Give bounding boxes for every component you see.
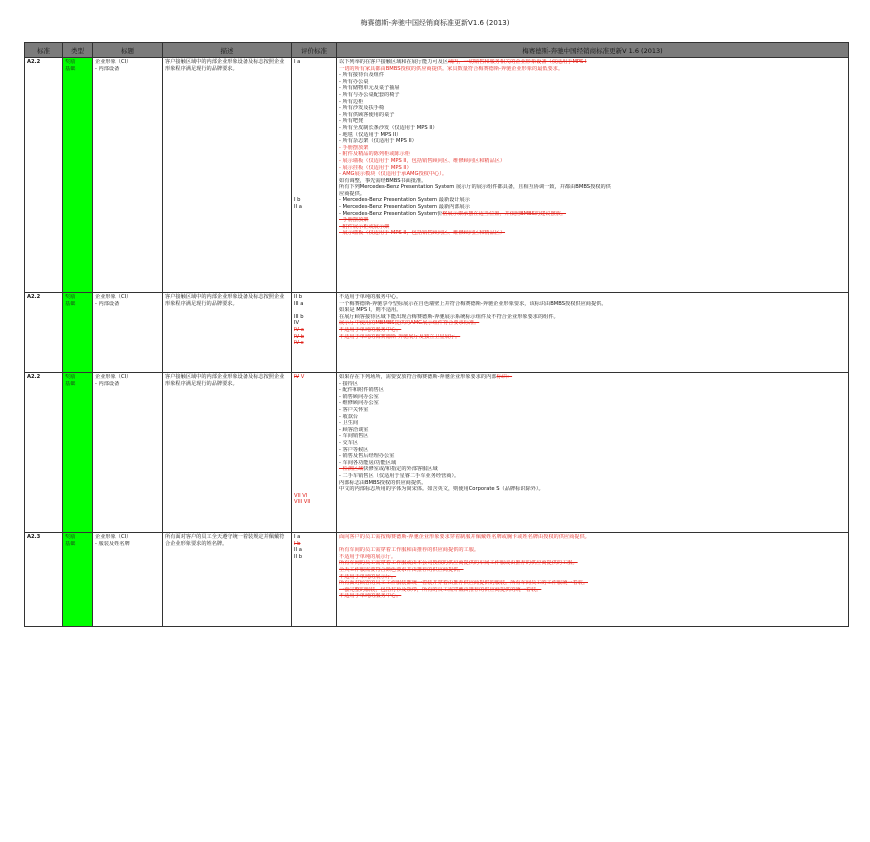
evaluation-item [294,178,334,185]
detail-line: - 销售及售后经理办公室 [339,453,395,460]
evaluation-criteria [292,373,337,533]
standards-table [24,42,849,627]
detail-line: 展示厅中使用的MBMBS提供的AMG展示组件符合要求标准。 [339,320,480,327]
evaluation-item [294,191,334,198]
evaluation-item [294,374,334,381]
evaluation-item [294,72,334,79]
detail-line: 一切的所有家具都由BMBS授权的供应商提供。家具数量符合梅赛德斯-奔驰企业形象的最低要求。 [339,65,564,72]
detail-line: 应商提供。 [339,190,365,197]
standard-number: A2.2 [25,373,63,533]
evaluation-item [294,473,334,480]
evaluation-item: II b [294,294,303,300]
detail-line: - 所有吧凳 [339,118,364,125]
standard-number: A2.2 [25,293,63,373]
type-line: 奖励 [65,374,76,380]
type-badge [63,373,93,533]
detail-line: - 展示墙板（仅适用于 MPS II，包括销售顾问区、维修顾问区和精品区） [339,157,506,164]
detail-line: - 所有杂志架（仅适用于 MPS II） [339,138,417,145]
standard-title [93,533,163,627]
detail-line [339,541,846,548]
detail-text-part: - Mercedes-Benz Presentation System价 [339,210,443,217]
evaluation-item [294,427,334,434]
evaluation-item [294,486,334,493]
evaluation-item: IV c [294,340,304,347]
detail-line: - 手册摆放架 [339,217,369,224]
type-badge [63,293,93,373]
standard-title [93,58,163,293]
evaluation-item [294,387,334,394]
detail-line: - 车间销售区 [339,433,369,440]
standard-number: A2.3 [25,533,63,627]
evaluation-item [294,440,334,447]
detail-line: 不适用于单纯的服务中心。 [339,294,402,300]
standard-title [93,293,163,373]
detail-line: - 所有边柜 [339,98,364,105]
evaluation-item [294,407,334,414]
standard-description: 客户接触区域中的内部企业形象设备及标志按照企业形象程序满足现行的品牌要求。 [163,58,292,293]
evaluation-item: IV a [294,326,304,333]
detail-line: - 交车区 [339,439,359,446]
title-line: 企业形象（CI） [95,294,132,300]
detail-line: 不适用于单纯的展示厅。 [339,573,397,580]
title-line: 企业形象（CI） [95,59,132,65]
detail-line: - 销售顾问办公室 [339,393,379,400]
evaluation-item [294,466,334,473]
evaluation-item [294,118,334,125]
detail-line: 全天工作服需要符合颜色要求并由推荐的供应商提供。 [339,566,464,573]
evaluation-item: VIII VII [294,499,311,506]
evaluation-item [294,145,334,152]
evaluation-item [294,92,334,99]
evaluation-item [294,138,334,145]
detail-line: - 所有与办公桌配套的椅子 [339,91,400,98]
detail-line [339,374,846,381]
detail-line: - 展示墙板（仅适用于 MPS II，包括销售顾问区、维修顾问区和精品区） [339,230,506,237]
detail-line: - 收款台 [339,413,359,420]
detail-line: - 所有全皮制长条沙发（仅适用于 MPS II） [339,124,438,131]
detail-line: 如果是 MPS I，则不适用。 [339,307,402,314]
detail-text-part: 快修室或/和指定的外部客服区域 [363,466,438,473]
detail-line: - 客户等候区 [339,446,369,453]
evaluation-item: I a [294,59,301,65]
title-line: 企业形象（CI） [95,374,132,380]
evaluation-criteria [292,293,337,373]
detail-line: - 地毯（仅适用于 MPS II） [339,131,402,138]
table-row [25,58,849,293]
evaluation-item [294,105,334,112]
evaluation-item [294,184,334,191]
detail-line [339,466,846,473]
standard-detail [337,373,849,533]
col-header-update: 梅赛德斯-奔驰中国经销商标准更新V 1.6 (2013) [337,43,849,58]
evaluation-item [294,447,334,454]
detail-line: - AMG展示模块（仅适用于承AMG授权中心）。 [339,171,448,178]
type-line: 基础 [65,300,76,307]
col-header-standard: 标准 [25,43,63,58]
detail-text-part-struck: 格展示架承摆在适当位置，并依照BMBS的建议摆放。 [442,210,567,217]
evaluation-item-struck: IV [294,374,300,380]
detail-line: - 展示挂板（仅适用于 MPS II） [339,164,412,171]
detail-line: 所有面对顾客的员工工作服装都统一着装并穿着由推荐供应商提供的服装。所有车间员工的工作服统一着装。 [339,580,589,587]
evaluation-item [294,171,334,178]
detail-line [339,211,846,218]
type-line: 奖励 [65,59,76,65]
detail-line: 不适用于单纯的梅赛德斯-奔驰展厅及独立卫星展厅。 [339,333,461,340]
evaluation-item [294,394,334,401]
detail-line: - 维修顾问办公室 [339,400,379,407]
evaluation-item: II a [294,547,302,554]
detail-line: - Mercedes-Benz Presentation System 最新内部展示 [339,204,470,211]
detail-text-part-struck: - 检测区域 [339,466,364,473]
evaluation-item: III b [294,313,304,320]
evaluation-item [294,79,334,86]
standard-number: A2.2 [25,58,63,293]
evaluation-item [294,165,334,172]
detail-line: - 所有接待台及组件 [339,72,385,79]
col-header-title: 标题 [93,43,163,58]
table-row [25,533,849,627]
evaluation-item [294,420,334,427]
detail-line: - 客户关怀室 [339,406,369,413]
detail-line: 一个梅赛德斯-奔驰享今型标展示在自色墙壁上并符合梅赛德斯-奔驰企业形象要求，该标识由BMBS授权供应商提供。 [339,300,607,307]
evaluation-item [294,307,334,314]
detail-line: 不适用于单纯的服务中心。 [339,326,402,333]
detail-text-part: 如果存在下列场所，需要安放符合梅赛德斯-奔驰企业形象要求的内部 [339,374,497,380]
standard-description: 客户接触区域中的内部企业形象设备及标志按照企业形象程序满足现行的品牌要求。 [163,373,292,533]
detail-text-part: 以下列举的在客户接触区域和在展厅能力可及区 [339,59,448,65]
evaluation-item [294,414,334,421]
evaluation-item [294,85,334,92]
standard-detail [337,533,849,627]
type-badge [63,58,93,293]
evaluation-item [294,99,334,106]
header-row [25,43,849,58]
detail-line: 所有车间的员工需穿着工作服或由本公司授权的供应商提供的车间工作服或由推荐的供应商提供的工服。 [339,560,578,567]
evaluation-item: I b [294,540,301,547]
evaluation-item [294,66,334,73]
evaluation-item-new: V [299,374,305,380]
evaluation-item [294,151,334,158]
detail-line: 不适用于单纯的展示厅。 [339,553,397,560]
title-line: - 内部设备 [95,65,120,72]
evaluation-item: II b [294,553,303,560]
detail-line [339,59,846,66]
evaluation-item: I b [294,197,301,204]
evaluation-item: III a [294,300,304,307]
standard-detail [337,58,849,293]
detail-line: 所有下列Mercedes-Benz Presentation System 展示厅的展示组件都具备，且相互协调一致，并都由BMBS授权的供 [339,184,611,191]
detail-line: 在展厅顾客接待区域下能出现合梅赛德斯-奔驰展示系统标示组件及不符合企业形象要求的组件。 [339,313,559,320]
evaluation-criteria [292,58,337,293]
col-header-type: 类型 [63,43,93,58]
table-row [25,293,849,373]
title-line: - 内部设备 [95,380,120,387]
page-title: 梅赛德斯-奔驰中国经销商标准更新V1.6 (2013) [360,19,510,27]
detail-line: - 配件和附件销售区 [339,387,385,394]
standard-description: 所有面对客户的员工全天遵守统一着装规定并佩戴符合企业形象要求的姓名牌。 [163,533,292,627]
standard-title [93,373,163,533]
type-line: 基础 [65,380,76,387]
detail-line: 内部标志由BMBS授权的供应商提供。 [339,479,427,486]
type-line: 奖励 [65,294,76,300]
type-line: 奖励 [65,534,76,540]
table-row [25,373,849,533]
detail-line: - 二手车销售区（仅适用于星睿二手车业务经营商）。 [339,472,460,479]
detail-line: - 手册摆放架 [339,144,369,151]
title-line: 企业形象（CI） [95,534,132,540]
detail-line: - 所有沙发及扶手椅 [339,105,385,112]
evaluation-item [294,433,334,440]
detail-line: - Mercedes-Benz Presentation System 最新设计展示 [339,197,470,204]
evaluation-item: IV b [294,333,305,340]
detail-line: - 接待区 [339,380,359,387]
col-header-evaluation: 评价标准 [292,43,337,58]
detail-line: 面向客户的员工需按梅赛德斯-奔驰企业形象要求穿着制服并佩戴姓名牌或胸卡或姓名牌由授权的供应商提供。 [339,534,590,540]
evaluation-item [294,400,334,407]
detail-line: - 卫生间 [339,420,359,427]
evaluation-item: II a [294,204,302,211]
detail-line: 中文的内部标志所用的字体为简宋体。如含英文，则使用Corporate S（品牌标识除外）。 [339,486,544,493]
type-line: 基础 [65,65,76,72]
evaluation-item [294,480,334,487]
detail-line: - 所有供顾客使用的桌子 [339,111,395,118]
col-header-description: 描述 [163,43,292,58]
detail-text-part-struck: 标识： [496,374,513,380]
evaluation-item: I a [294,534,301,540]
evaluation-item [294,381,334,388]
detail-line: - 所有办公桌 [339,78,369,85]
detail-line: 不适用于单纯的服务中心。 [339,593,402,600]
evaluation-item: VII VI [294,492,308,499]
evaluation-item: IV [294,320,300,327]
detail-line: - 顾客洽谈室 [339,426,369,433]
evaluation-item [294,125,334,132]
detail-line: - 附件及精品的陈列柜或陈示柜 [339,151,410,158]
title-line: - 服装及姓名牌 [95,540,130,547]
evaluation-item [294,112,334,119]
standard-detail [337,293,849,373]
detail-text-part-struck: 域内，一切销售和服务相关的企业形象设备（仅适用于MPS I [447,59,587,65]
title-line: - 内部设备 [95,300,120,307]
detail-line: 一套完整的服装，包括衬衫及领带，所有的员工需穿戴由推荐的供应商提供的统一着装。 [339,586,542,593]
type-badge [63,533,93,627]
detail-line: 所有车间的员工需穿着工作服和由推荐的供应商提供的工服。 [339,547,480,554]
evaluation-criteria [292,533,337,627]
type-line: 基础 [65,540,76,547]
detail-line: - 车间各功能房/功能区域 [339,459,397,466]
detail-line: 如有调整，事先需经BMBS书面批准。 [339,177,427,184]
detail-line: - 所有储物单元及桌子抽屉 [339,85,400,92]
standard-description: 客户接触区域中的内部企业形象设备及标志按照企业形象程序满足现行的品牌要求。 [163,293,292,373]
evaluation-item [294,453,334,460]
evaluation-item [294,158,334,165]
evaluation-item [294,132,334,139]
evaluation-item [294,460,334,467]
detail-line: - 附件展示柜或展示架 [339,223,390,230]
